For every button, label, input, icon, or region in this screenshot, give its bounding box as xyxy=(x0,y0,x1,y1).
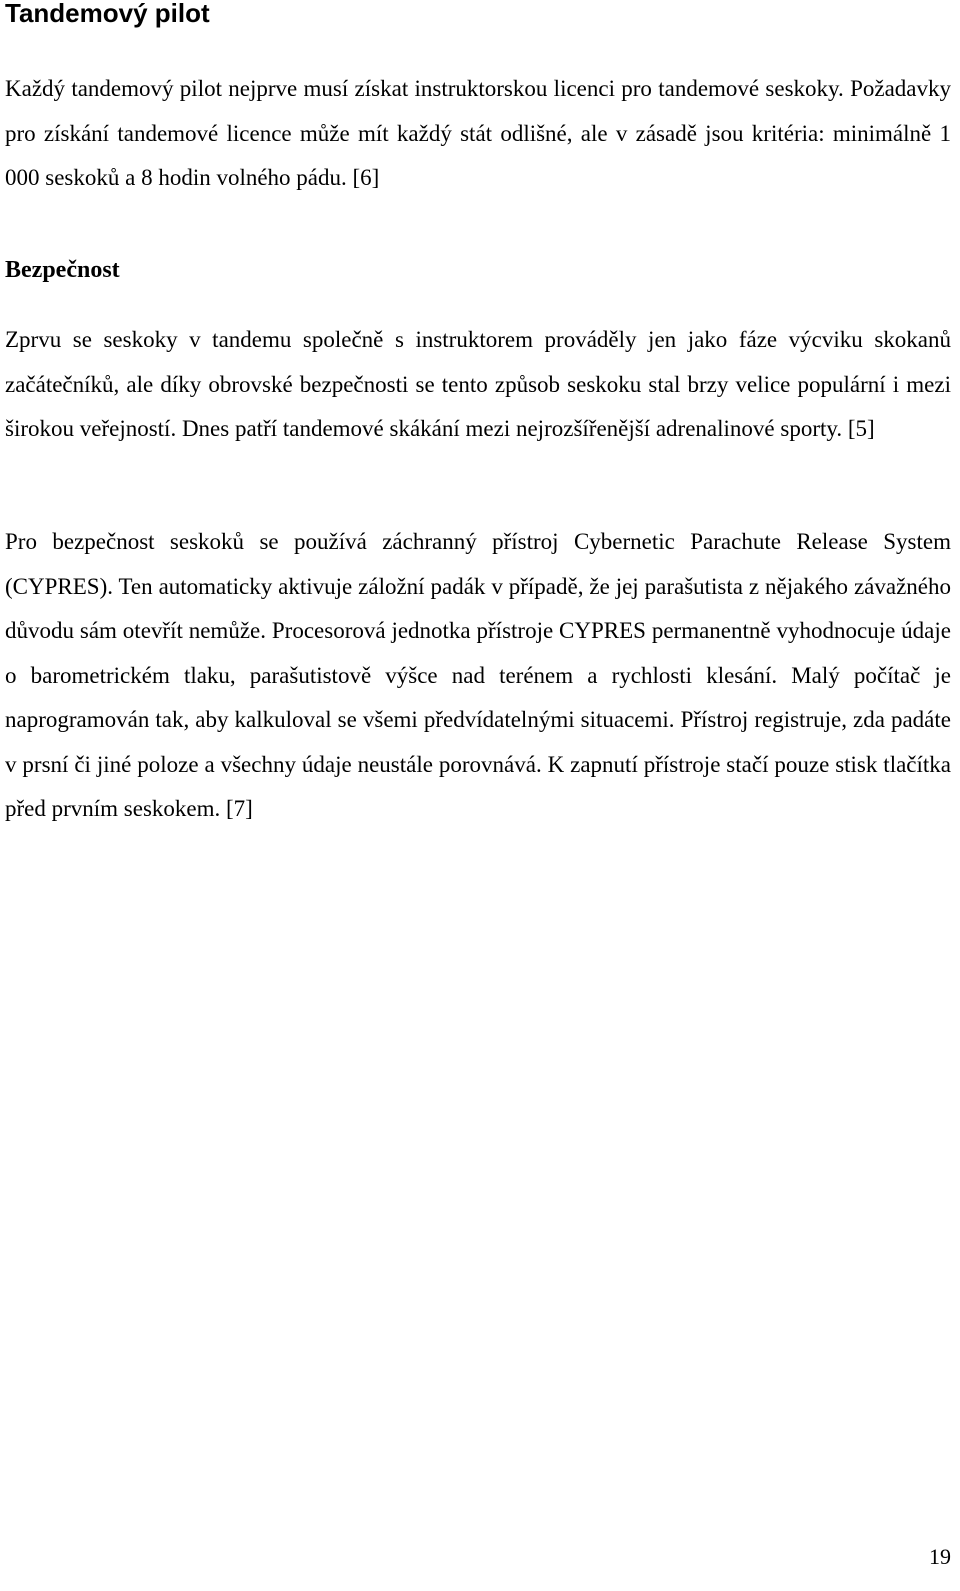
paragraph-pilot-licence: Každý tandemový pilot nejprve musí získat instruktorskou licenci pro tandemové seskoky. Požadavky pro získání tandemové licence může mít každý stát odlišné, ale v zásadě jsou kritéria: minimálně 1 000 seskoků a 8 hodin volného pádu. [6] xyxy=(5,76,951,190)
paragraph-safety-history: Zprvu se seskoky v tandemu společně s instruktorem prováděly jen jako fáze výcviku skokanů začátečníků, ale díky obrovské bezpečnosti se tento způsob seskoku stal brzy velice populární i mezi širokou veřejností. Dnes patří tandemové skákání mezi nejrozšířenější adrenalinové sporty. [5] xyxy=(5,327,951,441)
section-heading-safety: Bezpečnost xyxy=(5,257,120,283)
paragraph-cypres-device: Pro bezpečnost seskoků se používá záchranný přístroj Cybernetic Parachute Release System (CYPRES). Ten automaticky aktivuje záložní padák v případě, že jej parašutista z nějakého závažného důvodu sám otevřít nemůže. Procesorová jednotka přístroje CYPRES permanentně vyhodnocuje údaje o barometrickém tlaku, parašutistově výšce nad terénem a rychlosti klesání. Malý počítač je naprogramován tak, aby kalkuloval se všemi předvídatelnými situacemi. Přístroj registruje, zda padáte v prsní či jiné poloze a všechny údaje neustále porovnává. K zapnutí přístroje stačí pouze stisk tlačítka před prvním seskokem. [7] xyxy=(5,529,951,821)
section-title: Tandemový pilot xyxy=(5,0,210,28)
page-number: 19 xyxy=(929,1544,951,1569)
document-page xyxy=(5,0,951,1591)
